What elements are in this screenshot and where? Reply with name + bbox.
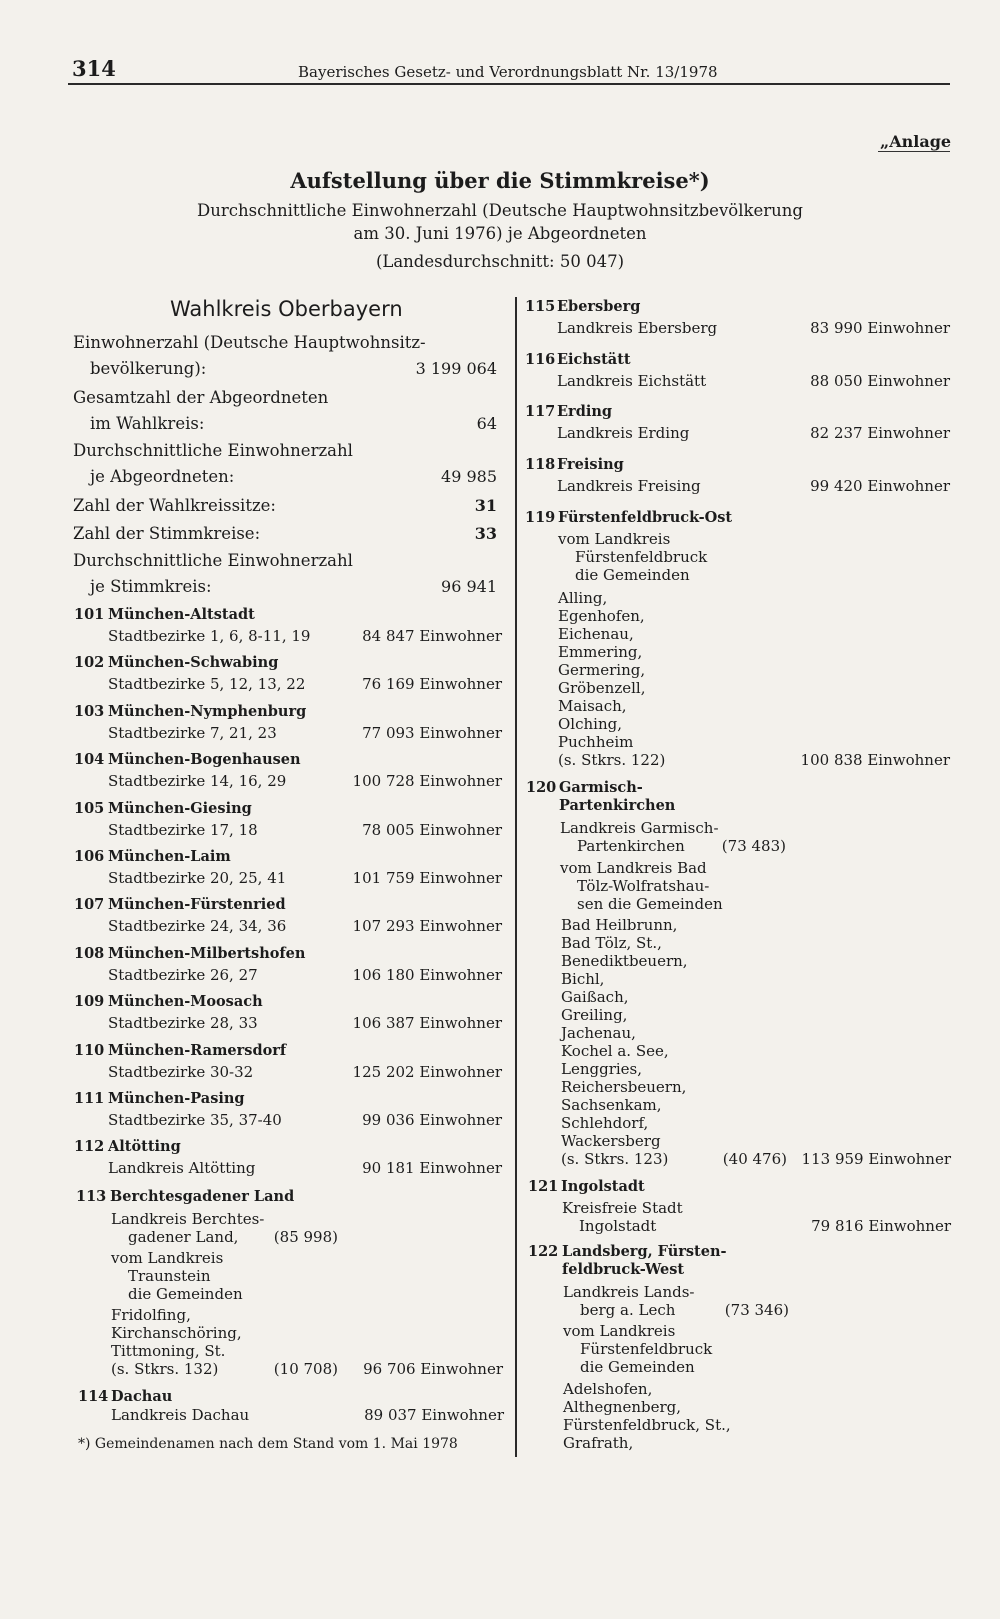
entry-population: 100 728 Einwohner bbox=[352, 772, 502, 790]
entry-detail: Traunstein bbox=[128, 1267, 211, 1285]
municipality: Althegnenberg, bbox=[563, 1398, 682, 1416]
subtitle-line-3: (Landesdurchschnitt: 50 047) bbox=[375, 252, 625, 271]
municipality: Alling, bbox=[558, 589, 608, 607]
entry-name: Dachau bbox=[111, 1388, 173, 1405]
municipality: Germering, bbox=[558, 661, 646, 679]
entry-subtotal: (85 998) bbox=[273, 1228, 338, 1246]
entry-detail: sen die Gemeinden bbox=[577, 895, 723, 913]
entry-detail: Landkreis Eichstätt bbox=[557, 372, 707, 390]
entry-population: 101 759 Einwohner bbox=[352, 869, 502, 887]
entry-number: 120 bbox=[526, 779, 557, 796]
entry-population: 78 005 Einwohner bbox=[362, 821, 502, 839]
municipality: Jachenau, bbox=[561, 1024, 636, 1042]
entry-number: 102 bbox=[74, 654, 105, 671]
municipality: Bichl, bbox=[561, 970, 605, 988]
entry-detail: Stadtbezirke 5, 12, 13, 22 bbox=[108, 675, 306, 693]
entry-name: München-Milbertshofen bbox=[108, 945, 306, 962]
summary-value: 3 199 064 bbox=[415, 359, 497, 378]
entry-name: Altötting bbox=[108, 1138, 181, 1155]
entry-number: 104 bbox=[74, 751, 105, 768]
summary-value: 96 941 bbox=[441, 577, 497, 596]
entry-population: 107 293 Einwohner bbox=[352, 917, 502, 935]
entry-detail: Landkreis Dachau bbox=[111, 1406, 250, 1424]
wahlkreis-heading: Wahlkreis Oberbayern bbox=[170, 297, 403, 321]
entry-detail: Landkreis Freising bbox=[557, 477, 701, 495]
entry-population: 90 181 Einwohner bbox=[362, 1159, 502, 1177]
municipality: Bad Heilbrunn, bbox=[561, 916, 678, 934]
summary-label-line-1: Einwohnerzahl (Deutsche Hauptwohnsitz- bbox=[73, 333, 426, 352]
entry-number: 108 bbox=[74, 945, 105, 962]
entry-detail: Stadtbezirke 26, 27 bbox=[108, 966, 258, 984]
entry-population: 77 093 Einwohner bbox=[362, 724, 502, 742]
entry-name: Erding bbox=[557, 403, 613, 420]
municipality: Tittmoning, St. bbox=[111, 1342, 226, 1360]
entry-detail: Stadtbezirke 7, 21, 23 bbox=[108, 724, 277, 742]
entry-detail: Landkreis Berchtes- bbox=[111, 1210, 265, 1228]
entry-population: 113 959 Einwohner bbox=[801, 1150, 951, 1168]
entry-detail: vom Landkreis bbox=[558, 530, 671, 548]
municipality: Puchheim bbox=[558, 733, 634, 751]
publication-title: Bayerisches Gesetz- und Verordnungsblatt Nr. 13/1978 bbox=[298, 63, 718, 81]
entry-number: 110 bbox=[74, 1042, 105, 1059]
page-number: 314 bbox=[72, 56, 116, 81]
entry-number: 115 bbox=[525, 298, 556, 315]
municipality: Fürstenfeldbruck, St., bbox=[563, 1416, 731, 1434]
municipality: Greiling, bbox=[561, 1006, 628, 1024]
entry-population: 82 237 Einwohner bbox=[810, 424, 950, 442]
municipality: Emmering, bbox=[558, 643, 643, 661]
entry-number: 116 bbox=[525, 351, 556, 368]
entry-name: München-Moosach bbox=[108, 993, 263, 1010]
entry-number: 113 bbox=[76, 1188, 107, 1205]
entry-detail: Stadtbezirke 24, 34, 36 bbox=[108, 917, 287, 935]
anlage-mark: „Anlage bbox=[880, 132, 952, 151]
municipality: Sachsenkam, bbox=[561, 1096, 662, 1114]
municipality: (s. Stkrs. 122) bbox=[558, 751, 666, 769]
entry-number: 118 bbox=[525, 456, 556, 473]
entry-name: Berchtesgadener Land bbox=[110, 1188, 295, 1205]
entry-population: 79 816 Einwohner bbox=[811, 1217, 951, 1235]
summary-value: 33 bbox=[474, 524, 497, 543]
entry-number: 103 bbox=[74, 703, 105, 720]
entry-detail: Landkreis Ebersberg bbox=[557, 319, 718, 337]
municipality: Gröbenzell, bbox=[558, 679, 646, 697]
entry-name: München-Nymphenburg bbox=[108, 703, 307, 720]
municipality: Adelshofen, bbox=[563, 1380, 653, 1398]
municipality: Lenggries, bbox=[561, 1060, 643, 1078]
column-divider bbox=[515, 297, 517, 1457]
subtitle-line-2: am 30. Juni 1976) je Abgeordneten bbox=[353, 224, 647, 243]
summary-label: je Stimmkreis: bbox=[90, 577, 212, 596]
entry-name: München-Giesing bbox=[108, 800, 252, 817]
entry-name: Garmisch- bbox=[559, 779, 643, 796]
summary-value: 49 985 bbox=[441, 467, 497, 486]
summary-label: bevölkerung): bbox=[90, 359, 207, 378]
entry-detail: Landkreis Altötting bbox=[108, 1159, 256, 1177]
entry-number: 106 bbox=[74, 848, 105, 865]
entry-detail: Stadtbezirke 1, 6, 8-11, 19 bbox=[108, 627, 311, 645]
footnote: *) Gemeindenamen nach dem Stand vom 1. Mai 1978 bbox=[78, 1436, 458, 1452]
entry-number: 112 bbox=[74, 1138, 105, 1155]
entry-detail: Tölz-Wolfratshau- bbox=[577, 877, 710, 895]
entry-number: 101 bbox=[74, 606, 105, 623]
entry-detail: Stadtbezirke 30-32 bbox=[108, 1063, 254, 1081]
municipality: (s. Stkrs. 132) bbox=[111, 1360, 219, 1378]
entry-population: 99 036 Einwohner bbox=[362, 1111, 502, 1129]
entry-detail: gadener Land, bbox=[128, 1228, 239, 1246]
entry-number: 114 bbox=[78, 1388, 109, 1405]
municipality: Kirchanschöring, bbox=[111, 1324, 242, 1342]
summary-label: Zahl der Wahlkreissitze: bbox=[73, 496, 276, 515]
entry-number: 109 bbox=[74, 993, 105, 1010]
municipality: Benediktbeuern, bbox=[561, 952, 688, 970]
entry-number: 105 bbox=[74, 800, 105, 817]
header-rule bbox=[68, 83, 950, 85]
entry-name: München-Altstadt bbox=[108, 606, 255, 623]
entry-population: 96 706 Einwohner bbox=[363, 1360, 503, 1378]
entry-detail: Kreisfreie Stadt bbox=[562, 1199, 683, 1217]
entry-population: 88 050 Einwohner bbox=[810, 372, 950, 390]
municipality: Grafrath, bbox=[563, 1434, 634, 1452]
entry-name: München-Pasing bbox=[108, 1090, 245, 1107]
entry-name: München-Fürstenried bbox=[108, 896, 286, 913]
entry-population: 99 420 Einwohner bbox=[810, 477, 950, 495]
municipality: Bad Tölz, St., bbox=[561, 934, 662, 952]
summary-label: Zahl der Stimmkreise: bbox=[73, 524, 261, 543]
entry-subtotal: (73 483) bbox=[721, 837, 786, 855]
entry-subtotal: (73 346) bbox=[724, 1301, 789, 1319]
municipality: Reichersbeuern, bbox=[561, 1078, 687, 1096]
entry-name: Freising bbox=[557, 456, 624, 473]
entry-number: 107 bbox=[74, 896, 105, 913]
summary-label-line-1: Durchschnittliche Einwohnerzahl bbox=[73, 441, 353, 460]
entry-detail: berg a. Lech bbox=[580, 1301, 676, 1319]
entry-number: 122 bbox=[528, 1243, 559, 1260]
entry-name: Landsberg, Fürsten- bbox=[562, 1243, 727, 1260]
entry-number: 117 bbox=[525, 403, 556, 420]
summary-label: je Abgeordneten: bbox=[90, 467, 235, 486]
entry-name: München-Ramersdorf bbox=[108, 1042, 287, 1059]
entry-detail: Fürstenfeldbruck bbox=[580, 1340, 713, 1358]
entry-detail: Stadtbezirke 28, 33 bbox=[108, 1014, 258, 1032]
summary-value: 64 bbox=[476, 414, 497, 433]
entry-population: 106 180 Einwohner bbox=[352, 966, 502, 984]
summary-label-line-1: Gesamtzahl der Abgeordneten bbox=[73, 388, 329, 407]
municipality: Eichenau, bbox=[558, 625, 634, 643]
entry-name: Ebersberg bbox=[557, 298, 641, 315]
entry-detail: Landkreis Erding bbox=[557, 424, 690, 442]
entry-name: feldbruck-West bbox=[562, 1261, 685, 1278]
entry-name: München-Laim bbox=[108, 848, 231, 865]
municipality: Egenhofen, bbox=[558, 607, 645, 625]
entry-name: München-Bogenhausen bbox=[108, 751, 301, 768]
entry-population: 84 847 Einwohner bbox=[362, 627, 502, 645]
entry-number: 111 bbox=[74, 1090, 105, 1107]
municipality: Olching, bbox=[558, 715, 622, 733]
entry-subtotal: (40 476) bbox=[722, 1150, 787, 1168]
municipality: Wackersberg bbox=[561, 1132, 661, 1150]
entry-detail: Stadtbezirke 35, 37-40 bbox=[108, 1111, 282, 1129]
entry-detail: vom Landkreis bbox=[111, 1249, 224, 1267]
entry-name: Partenkirchen bbox=[559, 797, 676, 814]
entry-detail: vom Landkreis Bad bbox=[560, 859, 707, 877]
entry-detail: die Gemeinden bbox=[575, 566, 690, 584]
summary-label-line-1: Durchschnittliche Einwohnerzahl bbox=[73, 551, 353, 570]
municipality: Fridolfing, bbox=[111, 1306, 191, 1324]
entry-population: 89 037 Einwohner bbox=[364, 1406, 504, 1424]
entry-detail: Landkreis Garmisch- bbox=[560, 819, 719, 837]
municipality: Gaißach, bbox=[561, 988, 629, 1006]
entry-detail: die Gemeinden bbox=[580, 1358, 695, 1376]
entry-detail: die Gemeinden bbox=[128, 1285, 243, 1303]
municipality: Maisach, bbox=[558, 697, 627, 715]
entry-name: Eichstätt bbox=[557, 351, 631, 368]
entry-name: Fürstenfeldbruck-Ost bbox=[558, 509, 733, 526]
document-title: Aufstellung über die Stimmkreise*) bbox=[290, 168, 710, 193]
entry-detail: Stadtbezirke 14, 16, 29 bbox=[108, 772, 287, 790]
entry-population: 76 169 Einwohner bbox=[362, 675, 502, 693]
entry-subtotal: (10 708) bbox=[273, 1360, 338, 1378]
municipality: Schlehdorf, bbox=[561, 1114, 649, 1132]
subtitle-line-1: Durchschnittliche Einwohnerzahl (Deutsche Hauptwohnsitzbevölkerung bbox=[197, 201, 803, 220]
entry-name: Ingolstadt bbox=[561, 1178, 645, 1195]
entry-population: 125 202 Einwohner bbox=[352, 1063, 502, 1081]
entry-detail: Landkreis Lands- bbox=[563, 1283, 695, 1301]
entry-detail: Partenkirchen bbox=[577, 837, 685, 855]
entry-name: München-Schwabing bbox=[108, 654, 279, 671]
entry-detail: Stadtbezirke 20, 25, 41 bbox=[108, 869, 287, 887]
municipality: (s. Stkrs. 123) bbox=[561, 1150, 669, 1168]
entry-detail: Stadtbezirke 17, 18 bbox=[108, 821, 258, 839]
entry-population: 100 838 Einwohner bbox=[800, 751, 950, 769]
summary-label: im Wahlkreis: bbox=[90, 414, 205, 433]
anlage-underline bbox=[878, 151, 950, 152]
entry-number: 119 bbox=[525, 509, 556, 526]
municipality: Kochel a. See, bbox=[561, 1042, 669, 1060]
entry-population: 106 387 Einwohner bbox=[352, 1014, 502, 1032]
entry-detail: Ingolstadt bbox=[579, 1217, 657, 1235]
entry-population: 83 990 Einwohner bbox=[810, 319, 950, 337]
entry-detail: vom Landkreis bbox=[563, 1322, 676, 1340]
summary-value: 31 bbox=[474, 496, 497, 515]
entry-number: 121 bbox=[528, 1178, 559, 1195]
entry-detail: Fürstenfeldbruck bbox=[575, 548, 708, 566]
